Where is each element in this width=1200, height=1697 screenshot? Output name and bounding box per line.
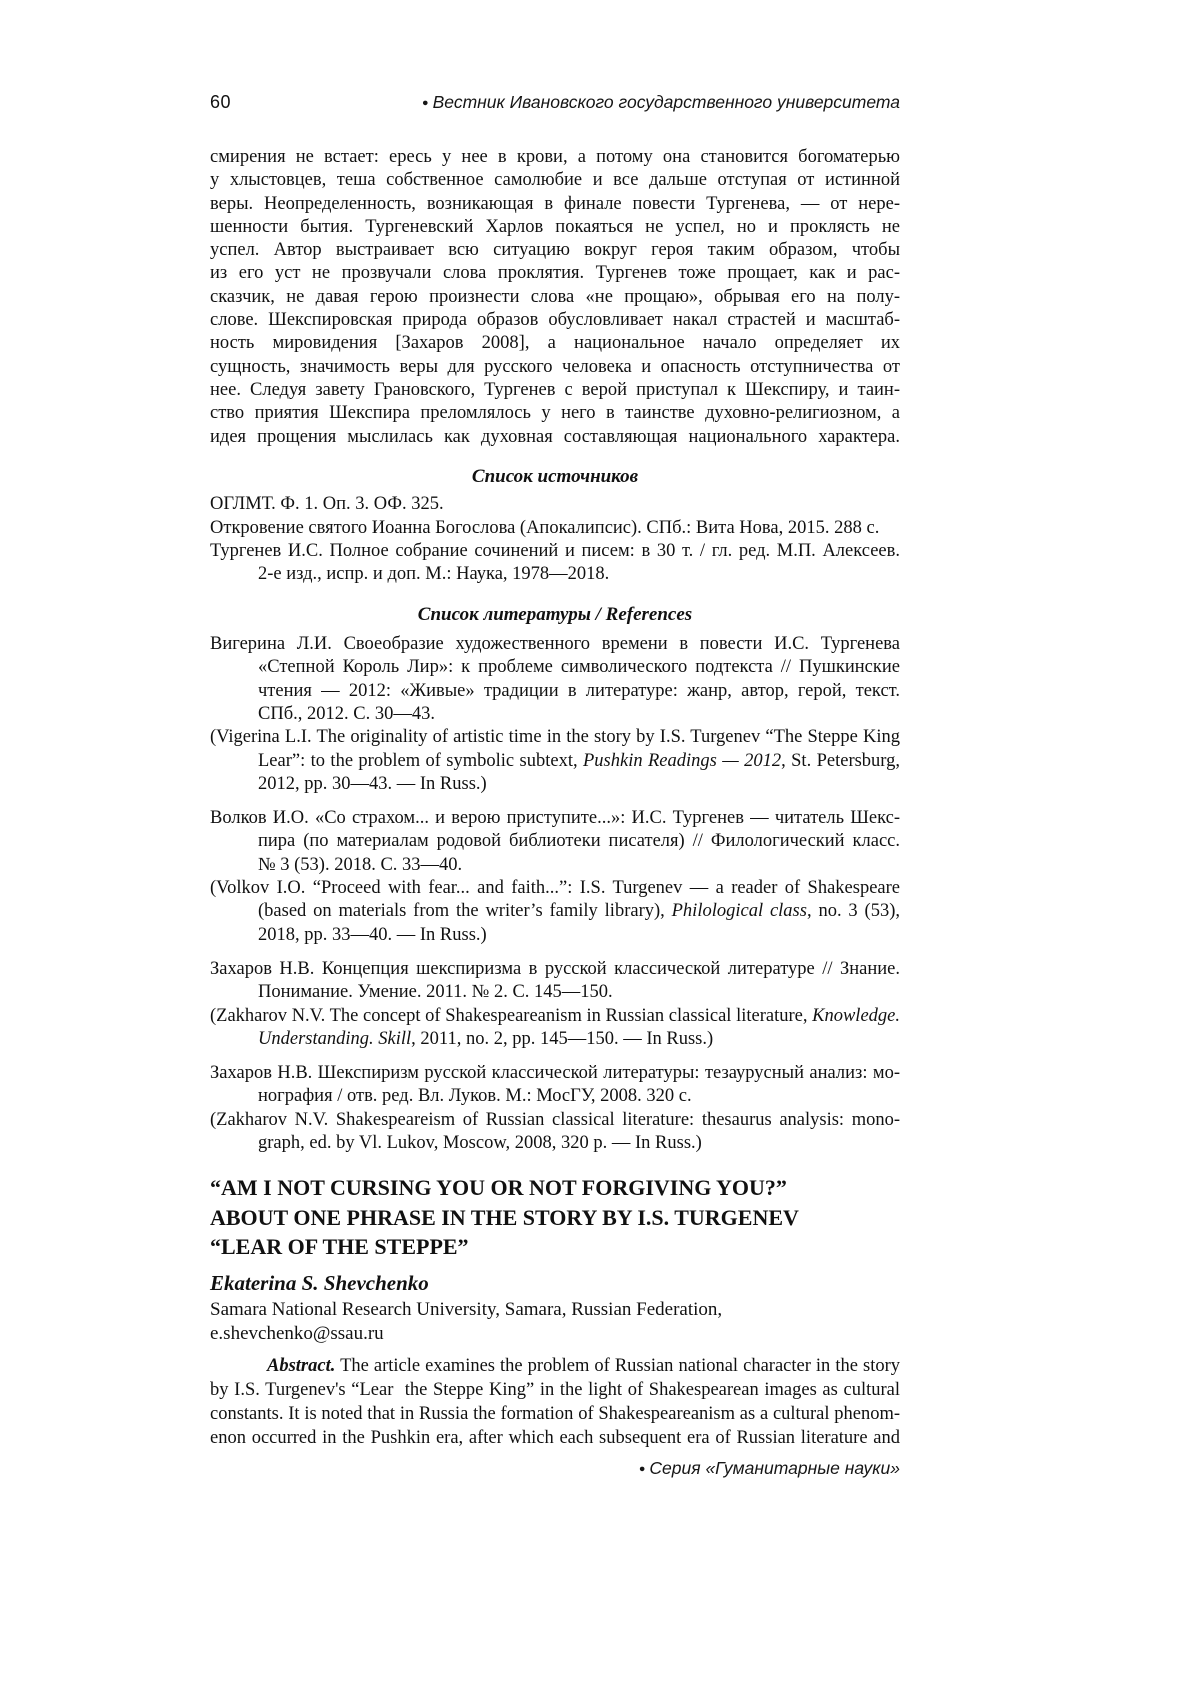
journal-title [422, 92, 900, 113]
text-line: ОГЛМТ. Ф. 1. Оп. 3. ОФ. 325. [210, 494, 444, 515]
text-line: из его уст не прозвучали слова проклятия. Тургенев тоже прощает, как и рас- [210, 263, 900, 284]
text-line: сказчик, не давая герою произнести слова «не прощаю», обрывая его на полу- [210, 286, 900, 307]
text-line: Захаров Н.В. Шекспиризм русской классической литературы: тезаурусный анализ: мо- [210, 1063, 900, 1084]
text-line: идея прощения мыслилась как духовная составляющая национального характера. [210, 426, 900, 447]
reference-group [210, 807, 900, 947]
text-line: веры. Неопределенность, возникающая в финале повести Тургенева, — от нере- [210, 193, 900, 214]
text-line: Захаров Н.В. Концепция шекспиризма в русской классической литературе // Знание. [210, 958, 900, 979]
text-line: нее. Следуя завету Грановского, Тургенев с верой приступал к Шекспиру, и таин- [210, 379, 900, 400]
page-content [210, 146, 900, 1450]
text-line: Understanding. Skill, 2011, no. 2, pp. 145—150. — In Russ.) [258, 1028, 714, 1049]
running-header [210, 92, 900, 113]
text-line: 2018, pp. 33—40. — In Russ.) [258, 924, 487, 945]
reference-entry-en [210, 877, 900, 947]
source-entry [210, 493, 900, 516]
text-line: слове. Шекспировская природа образов обусловливает накал страстей и масштаб- [210, 310, 900, 331]
article-affiliation: Samara National Research University, Samara, Russian Federation, e.shevchenko@ssau.ru [210, 1298, 723, 1344]
references-list [210, 633, 900, 1155]
reference-group [210, 958, 900, 1051]
reference-entry-en [210, 1109, 900, 1156]
text-line: 2012, pp. 30—43. — In Russ.) [258, 773, 487, 794]
text-line: ность мировидения [Захаров 2008], а национальное начало определяет их [210, 333, 900, 354]
article-title [210, 1173, 900, 1262]
series-title-text: Серия «Гуманитарные науки» [649, 1458, 900, 1478]
text-line: (Zakharov N.V. The concept of Shakespeareanism in Russian classical literature, Knowledge. [210, 1005, 900, 1026]
bullet-icon: ● [422, 97, 429, 110]
source-entry [210, 540, 900, 587]
reference-entry-en [210, 1005, 900, 1052]
text-line: № 3 (53). 2018. С. 33—40. [258, 854, 463, 875]
text-line: (based on materials from the writer’s family library), Philological class, no. 3 (53), [258, 901, 900, 922]
journal-title-text: Вестник Ивановского государственного университета [432, 92, 900, 112]
running-footer [210, 1458, 900, 1479]
text-line: ABOUT ONE PHRASE IN THE STORY BY I.S. TURGENEV [210, 1204, 799, 1230]
text-line: constants. It is noted that in Russia the formation of Shakespeareanism as a cultural phenom- [210, 1403, 900, 1424]
text-line: пира (по материалам родовой библиотеки писателя) // Филологический класс. [258, 831, 900, 852]
bullet-icon: ● [638, 1463, 646, 1476]
references-heading: Список литературы / References [417, 603, 693, 625]
text-line: «Степной Король Лир»: к проблеме символического подтекста // Пушкинские [258, 657, 900, 678]
text-line: “AM I NOT CURSING YOU OR NOT FORGIVING YOU?” [210, 1175, 787, 1201]
text-line: Тургенев И.С. Полное собрание сочинений и писем: в 30 т. / гл. ред. М.П. Алексеев. [210, 540, 900, 561]
text-line: (Zakharov N.V. Shakespeareism of Russian classical literature: thesaurus analysis: mono- [210, 1109, 900, 1130]
page-number: 60 [210, 92, 232, 112]
text-line: Откровение святого Иоанна Богослова (Апокалипсис). СПб.: Вита Нова, 2015. 288 с. [210, 517, 880, 538]
sources-heading: Список источников [471, 465, 639, 487]
text-line: чтения — 2012: «Живые» традиции в литературе: жанр, автор, герой, текст. [258, 680, 900, 701]
text-line: смирения не встает: ересь у нее в крови, а потому она становится богоматерью [210, 147, 900, 167]
text-line: Волков И.О. «Со страхом... и верою приступите...»: И.С. Тургенев — читатель Шекс- [210, 808, 900, 829]
next-article-header [210, 1173, 900, 1450]
reference-group [210, 633, 900, 796]
text-line: 2-е изд., испр. и доп. М.: Наука, 1978—2018. [258, 564, 610, 585]
reference-entry-ru [210, 807, 900, 877]
reference-entry-ru [210, 1062, 900, 1109]
text-line: “LEAR OF THE STEPPE” [210, 1234, 469, 1260]
text-line: Понимание. Умение. 2011. № 2. С. 145—150. [258, 982, 613, 1003]
text-line: успел. Автор выстраивает всю ситуацию вокруг героя таким образом, чтобы [210, 240, 900, 261]
reference-group [210, 1062, 900, 1155]
body-paragraph [210, 146, 900, 449]
text-line: сущность, значимость веры для русского человека и опасность отступничества от [210, 356, 900, 377]
source-entry [210, 517, 900, 540]
text-line: СПб., 2012. С. 30—43. [258, 703, 435, 724]
reference-entry-ru [210, 958, 900, 1005]
text-line: шенности бытия. Тургеневский Харлов покаяться не успел, но и проклясть не [210, 216, 900, 237]
text-line: (Volkov I.O. “Proceed with fear... and faith...”: I.S. Turgenev — a reader of Shakespeare [210, 878, 900, 899]
text-line: enon occurred in the Pushkin era, after which each subsequent era of Russian literature and [210, 1427, 900, 1448]
reference-entry-en [210, 726, 900, 796]
text-line: graph, ed. by Vl. Lukov, Moscow, 2008, 320 p. — In Russ.) [258, 1132, 702, 1153]
article-abstract [210, 1354, 900, 1450]
article-author: Ekaterina S. Shevchenko [210, 1270, 429, 1295]
text-line: Вигерина Л.И. Своеобразие художественного времени в повести И.С. Тургенева [210, 634, 900, 655]
text-line: (Vigerina L.I. The originality of artistic time in the story by I.S. Turgenev “The Steppe King [210, 727, 900, 748]
text-line: нография / отв. ред. Вл. Луков. М.: МосГУ, 2008. 320 с. [258, 1086, 692, 1107]
text-line: by I.S. Turgenev's “Lear the Steppe King” in the light of Shakespearean images as cultural [210, 1379, 900, 1400]
reference-entry-ru [210, 633, 900, 726]
text-line: у хлыстовцев, теша собственное самолюбие и все дальше отступая от истинной [210, 170, 900, 191]
text-line: ство приятия Шекспира преломлялось у него в таинстве духовно-религиозном, а [210, 403, 900, 424]
sources-list [210, 493, 900, 586]
text-line: Abstract. The article examines the problem of Russian national character in the story [267, 1355, 900, 1376]
text-line: Lear”: to the problem of symbolic subtext, Pushkin Readings — 2012, St. Petersburg, [258, 750, 901, 771]
